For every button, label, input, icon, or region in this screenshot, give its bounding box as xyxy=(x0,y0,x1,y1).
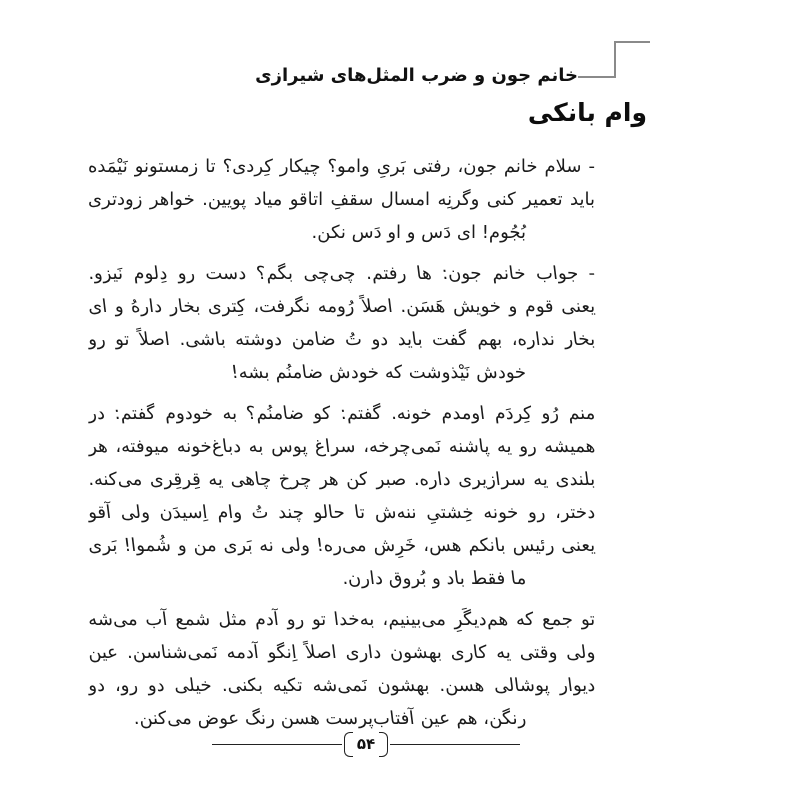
text-line: یعنی قوم و خویش هَسَن. اصلاً رُومه نگرفت، کِتری بخار دارهُ و ای xyxy=(86,296,597,317)
footer-rule-left xyxy=(212,744,342,745)
body-text xyxy=(88,150,595,735)
page-footer xyxy=(212,730,520,758)
text-line: منم رُو کِردَم اومدم خونه. گفتم: کو ضامنُم؟ به خودوم گفتم: در xyxy=(86,403,597,424)
text-line: دیوار پوشالی هسن. بهشون نَمی‌شه تکیه بکنی. خیلی دو رو، دو xyxy=(86,675,597,696)
text-line: خودش نَیْذوشت که خودش ضامنُم بشه! xyxy=(229,362,528,383)
paragraph xyxy=(88,150,595,249)
text-line: رنگن، هم عین آفتاب‌پرست هسن رنگ عوض می‌کنن. xyxy=(132,708,528,729)
text-line: بخار نداره، بهم گفت باید دو تُ ضامن دوشته باشی. اصلاً تو رو xyxy=(86,329,597,350)
text-line: ما فقط باد و بُروق دارن. xyxy=(340,568,528,589)
text-line: تو جمع که هم‌دیگَرِ می‌بینیم، به‌خدا تو رو آدم مثل شمع آب می‌شه xyxy=(86,609,597,630)
footer-rule-right xyxy=(390,744,520,745)
page-number: ۵۴ xyxy=(356,734,376,753)
paragraph xyxy=(88,257,595,389)
paragraph xyxy=(88,397,595,595)
paragraph xyxy=(88,603,595,735)
corner-step-rule-lower xyxy=(578,76,616,78)
text-line: همیشه رو یه پاشنه نَمی‌چرخه، سراغ پوس به دباغ‌خونه میوفته، هر xyxy=(86,436,597,457)
text-line: باید تعمیر کنی وگرنِه امسال سقفِ اتاقو میاد پویین. خواهر زودتری xyxy=(88,189,595,210)
text-line: دختر، رو خونه خِشتیِ ننه‌ش تا حالو چند تُ وام اِسیدَن ولی آقو xyxy=(86,502,597,523)
page-number-bracket-close xyxy=(379,732,388,757)
text-line: - جواب خانم جون: ها رفتم. چی‌چی بگم؟ دست رو دِلوم نَیزو. xyxy=(86,263,597,284)
book-title: خانم جون و ضرب المثل‌های شیرازی xyxy=(255,65,578,86)
section-title: وام بانکی xyxy=(527,98,647,127)
corner-step-rule-upper xyxy=(614,41,650,43)
corner-step-rule-vertical xyxy=(614,41,616,77)
text-line: ولی وقتی یه کاری بهشون داری اصلاً اِنگو آدمه نَمی‌شناسن. عین xyxy=(86,642,597,663)
text-line: - سلام خانم جون، رفتی بَریِ وامو؟ چیکار کِردی؟ تا زمستونو نَیْمَده xyxy=(88,156,595,177)
text-line: بلندی یه سرازیری داره. صبر کن هر چرخ چاهی یه قِرقِری می‌کنه. xyxy=(86,469,597,490)
text-line: بُجُوم! ای دَس و او دَس نکن. xyxy=(311,222,526,243)
text-line: یعنی رئیس بانکم هس، خَرِش می‌ره! ولی نه بَری من و شُموا! بَری xyxy=(86,535,597,556)
page-number-bracket-open xyxy=(344,732,353,757)
